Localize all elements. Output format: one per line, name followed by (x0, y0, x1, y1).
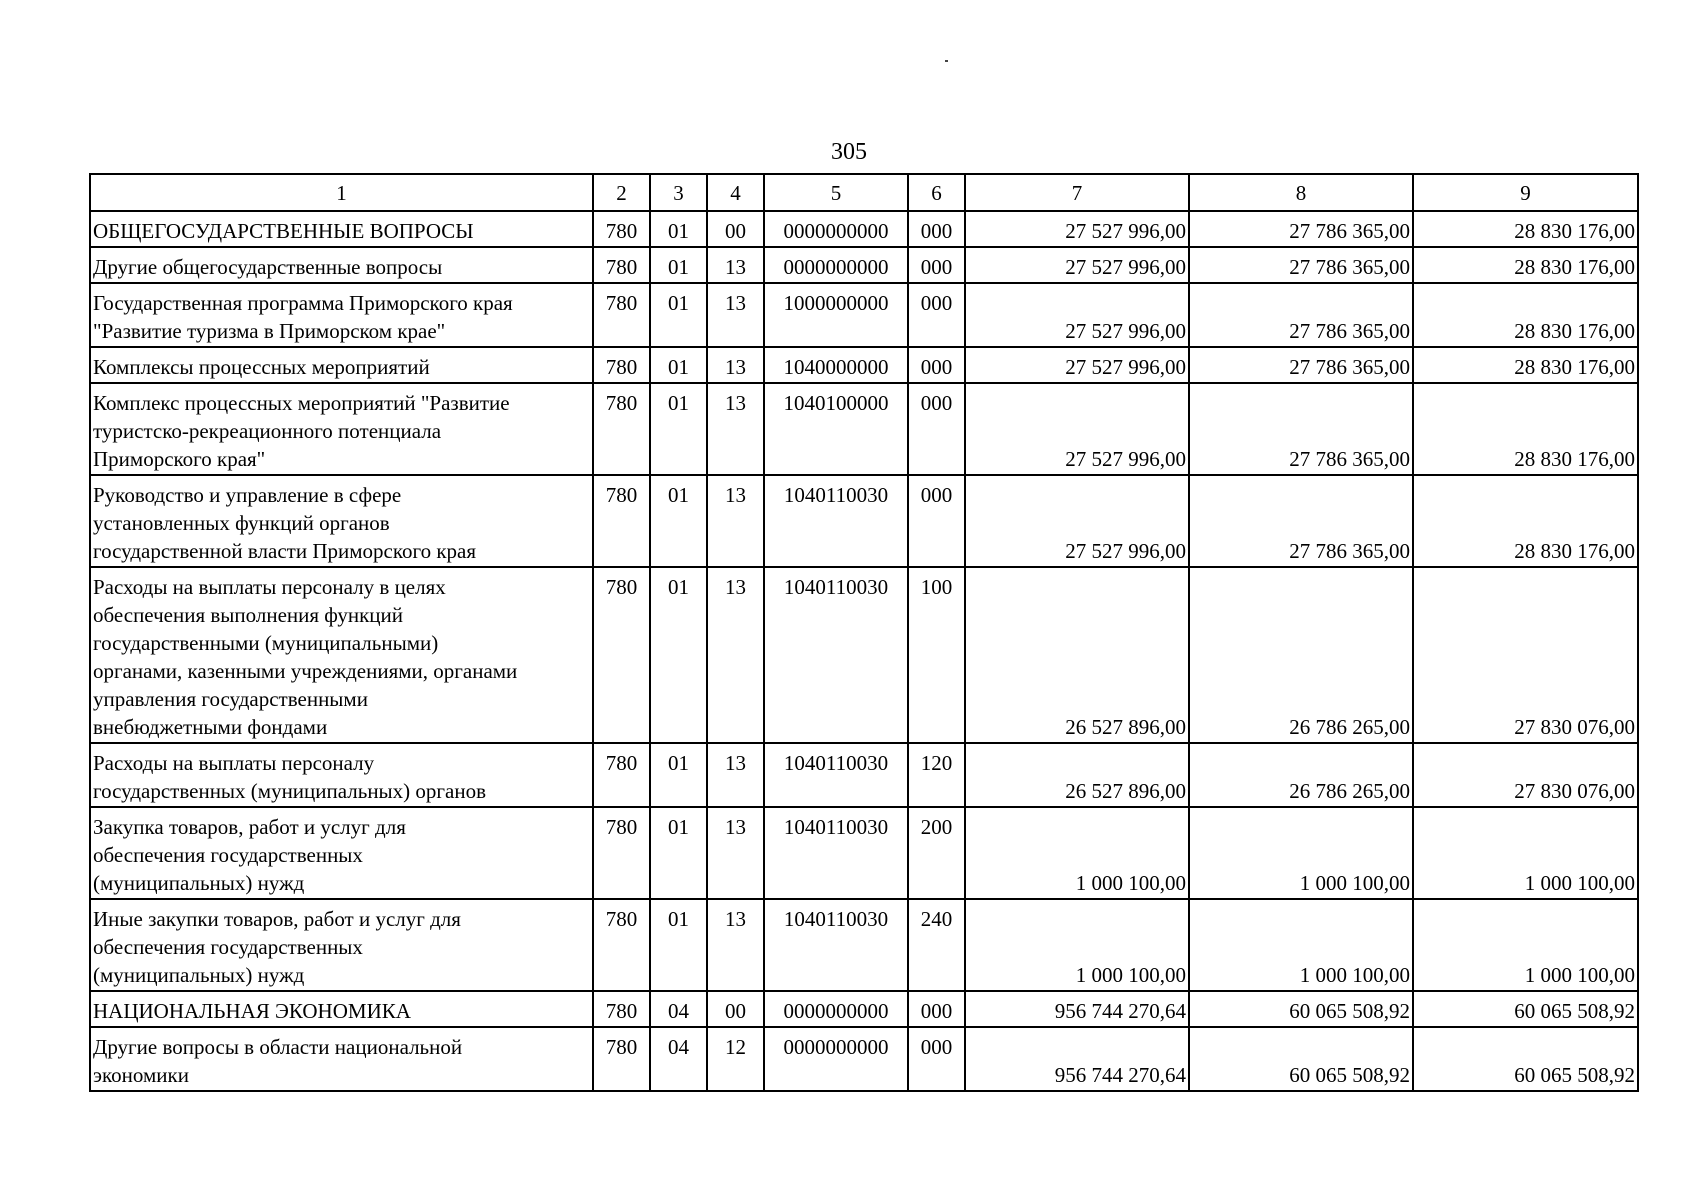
row-code-2: 780 (593, 383, 650, 475)
row-code-5: 1040110030 (764, 807, 908, 899)
row-code-4: 13 (707, 899, 764, 991)
row-code-4: 13 (707, 475, 764, 567)
row-code-5: 1040110030 (764, 743, 908, 807)
row-code-5: 0000000000 (764, 1027, 908, 1091)
row-code-3: 01 (650, 899, 707, 991)
row-code-3: 01 (650, 475, 707, 567)
row-name: ОБЩЕГОСУДАРСТВЕННЫЕ ВОПРОСЫ (90, 211, 593, 247)
row-amount-9: 60 065 508,92 (1413, 991, 1638, 1027)
row-code-5: 1040100000 (764, 383, 908, 475)
row-code-4: 00 (707, 211, 764, 247)
row-amount-9: 1 000 100,00 (1413, 807, 1638, 899)
row-code-6: 000 (908, 247, 965, 283)
row-amount-7: 26 527 896,00 (965, 743, 1189, 807)
row-amount-8: 27 786 365,00 (1189, 383, 1413, 475)
row-amount-9: 28 830 176,00 (1413, 383, 1638, 475)
row-code-2: 780 (593, 283, 650, 347)
row-amount-8: 27 786 365,00 (1189, 211, 1413, 247)
row-amount-8: 60 065 508,92 (1189, 1027, 1413, 1091)
table-header-row (90, 174, 1638, 211)
row-amount-8: 27 786 365,00 (1189, 247, 1413, 283)
row-code-4: 13 (707, 347, 764, 383)
page-number: 305 (831, 139, 867, 165)
row-amount-7: 27 527 996,00 (965, 383, 1189, 475)
row-amount-9: 27 830 076,00 (1413, 743, 1638, 807)
row-amount-7: 1 000 100,00 (965, 899, 1189, 991)
row-name: Государственная программа Приморского края "Развитие туризма в Приморском крае" (90, 283, 593, 347)
row-name: Другие вопросы в области национальной экономики (90, 1027, 593, 1091)
row-amount-7: 956 744 270,64 (965, 1027, 1189, 1091)
row-amount-7: 27 527 996,00 (965, 347, 1189, 383)
row-code-2: 780 (593, 743, 650, 807)
table-row (90, 991, 1638, 1027)
row-amount-8: 60 065 508,92 (1189, 991, 1413, 1027)
row-code-2: 780 (593, 475, 650, 567)
table-row (90, 347, 1638, 383)
row-code-3: 04 (650, 991, 707, 1027)
column-header: 1 (90, 174, 593, 211)
column-header: 5 (764, 174, 908, 211)
row-code-6: 100 (908, 567, 965, 743)
row-name: Закупка товаров, работ и услуг для обеспечения государственных (муниципальных) нужд (90, 807, 593, 899)
row-code-4: 13 (707, 567, 764, 743)
row-code-3: 01 (650, 807, 707, 899)
table-row (90, 383, 1638, 475)
row-code-4: 13 (707, 247, 764, 283)
row-amount-7: 27 527 996,00 (965, 247, 1189, 283)
row-code-6: 000 (908, 991, 965, 1027)
row-amount-8: 27 786 365,00 (1189, 283, 1413, 347)
table-row (90, 247, 1638, 283)
row-code-5: 1040000000 (764, 347, 908, 383)
row-name: НАЦИОНАЛЬНАЯ ЭКОНОМИКА (90, 991, 593, 1027)
table-row (90, 475, 1638, 567)
budget-table (89, 173, 1639, 1092)
row-code-3: 04 (650, 1027, 707, 1091)
row-amount-7: 956 744 270,64 (965, 991, 1189, 1027)
row-code-3: 01 (650, 347, 707, 383)
column-header: 8 (1189, 174, 1413, 211)
table-row (90, 567, 1638, 743)
row-code-3: 01 (650, 211, 707, 247)
row-code-6: 000 (908, 1027, 965, 1091)
column-header: 6 (908, 174, 965, 211)
row-code-5: 1040110030 (764, 567, 908, 743)
row-amount-9: 28 830 176,00 (1413, 283, 1638, 347)
row-amount-7: 1 000 100,00 (965, 807, 1189, 899)
row-code-4: 13 (707, 283, 764, 347)
row-code-3: 01 (650, 743, 707, 807)
row-name: Другие общегосударственные вопросы (90, 247, 593, 283)
row-code-4: 13 (707, 807, 764, 899)
row-code-3: 01 (650, 383, 707, 475)
row-code-6: 240 (908, 899, 965, 991)
table-row (90, 211, 1638, 247)
row-amount-8: 26 786 265,00 (1189, 567, 1413, 743)
row-code-4: 00 (707, 991, 764, 1027)
row-code-2: 780 (593, 247, 650, 283)
row-code-2: 780 (593, 991, 650, 1027)
column-header: 7 (965, 174, 1189, 211)
row-name: Расходы на выплаты персоналу в целях обеспечения выполнения функций государственными (муниципальными) органами, казенными учреждениями, органами управления государственными внебюджетными фондами (90, 567, 593, 743)
row-name: Комплексы процессных мероприятий (90, 347, 593, 383)
row-name: Руководство и управление в сфере установленных функций органов государственной власти Приморского края (90, 475, 593, 567)
row-name: Комплекс процессных мероприятий "Развитие туристско-рекреационного потенциала Приморского края" (90, 383, 593, 475)
column-header: 9 (1413, 174, 1638, 211)
row-code-3: 01 (650, 283, 707, 347)
row-code-6: 000 (908, 283, 965, 347)
row-name: Иные закупки товаров, работ и услуг для обеспечения государственных (муниципальных) нужд (90, 899, 593, 991)
table-row (90, 899, 1638, 991)
row-code-6: 120 (908, 743, 965, 807)
row-amount-7: 27 527 996,00 (965, 211, 1189, 247)
row-code-5: 0000000000 (764, 247, 908, 283)
row-code-6: 200 (908, 807, 965, 899)
row-amount-8: 27 786 365,00 (1189, 475, 1413, 567)
row-amount-7: 27 527 996,00 (965, 475, 1189, 567)
row-amount-9: 1 000 100,00 (1413, 899, 1638, 991)
row-amount-9: 60 065 508,92 (1413, 1027, 1638, 1091)
row-amount-8: 1 000 100,00 (1189, 807, 1413, 899)
row-amount-9: 27 830 076,00 (1413, 567, 1638, 743)
row-code-6: 000 (908, 347, 965, 383)
row-code-6: 000 (908, 475, 965, 567)
row-code-5: 1040110030 (764, 899, 908, 991)
table-row (90, 283, 1638, 347)
row-amount-7: 26 527 896,00 (965, 567, 1189, 743)
row-amount-7: 27 527 996,00 (965, 283, 1189, 347)
column-header: 4 (707, 174, 764, 211)
row-amount-8: 26 786 265,00 (1189, 743, 1413, 807)
row-name: Расходы на выплаты персоналу государственных (муниципальных) органов (90, 743, 593, 807)
row-amount-8: 1 000 100,00 (1189, 899, 1413, 991)
row-code-2: 780 (593, 211, 650, 247)
scan-speck (945, 60, 948, 62)
table-row (90, 743, 1638, 807)
row-code-2: 780 (593, 899, 650, 991)
table-row (90, 807, 1638, 899)
row-code-2: 780 (593, 347, 650, 383)
row-code-5: 0000000000 (764, 991, 908, 1027)
row-code-4: 13 (707, 383, 764, 475)
row-amount-9: 28 830 176,00 (1413, 475, 1638, 567)
row-amount-8: 27 786 365,00 (1189, 347, 1413, 383)
row-code-2: 780 (593, 1027, 650, 1091)
row-amount-9: 28 830 176,00 (1413, 347, 1638, 383)
row-code-2: 780 (593, 567, 650, 743)
column-header: 2 (593, 174, 650, 211)
row-code-6: 000 (908, 211, 965, 247)
row-code-2: 780 (593, 807, 650, 899)
row-code-5: 0000000000 (764, 211, 908, 247)
row-code-5: 1000000000 (764, 283, 908, 347)
row-amount-9: 28 830 176,00 (1413, 247, 1638, 283)
row-amount-9: 28 830 176,00 (1413, 211, 1638, 247)
column-header: 3 (650, 174, 707, 211)
row-code-4: 12 (707, 1027, 764, 1091)
row-code-6: 000 (908, 383, 965, 475)
table-row (90, 1027, 1638, 1091)
row-code-3: 01 (650, 247, 707, 283)
row-code-4: 13 (707, 743, 764, 807)
row-code-3: 01 (650, 567, 707, 743)
row-code-5: 1040110030 (764, 475, 908, 567)
